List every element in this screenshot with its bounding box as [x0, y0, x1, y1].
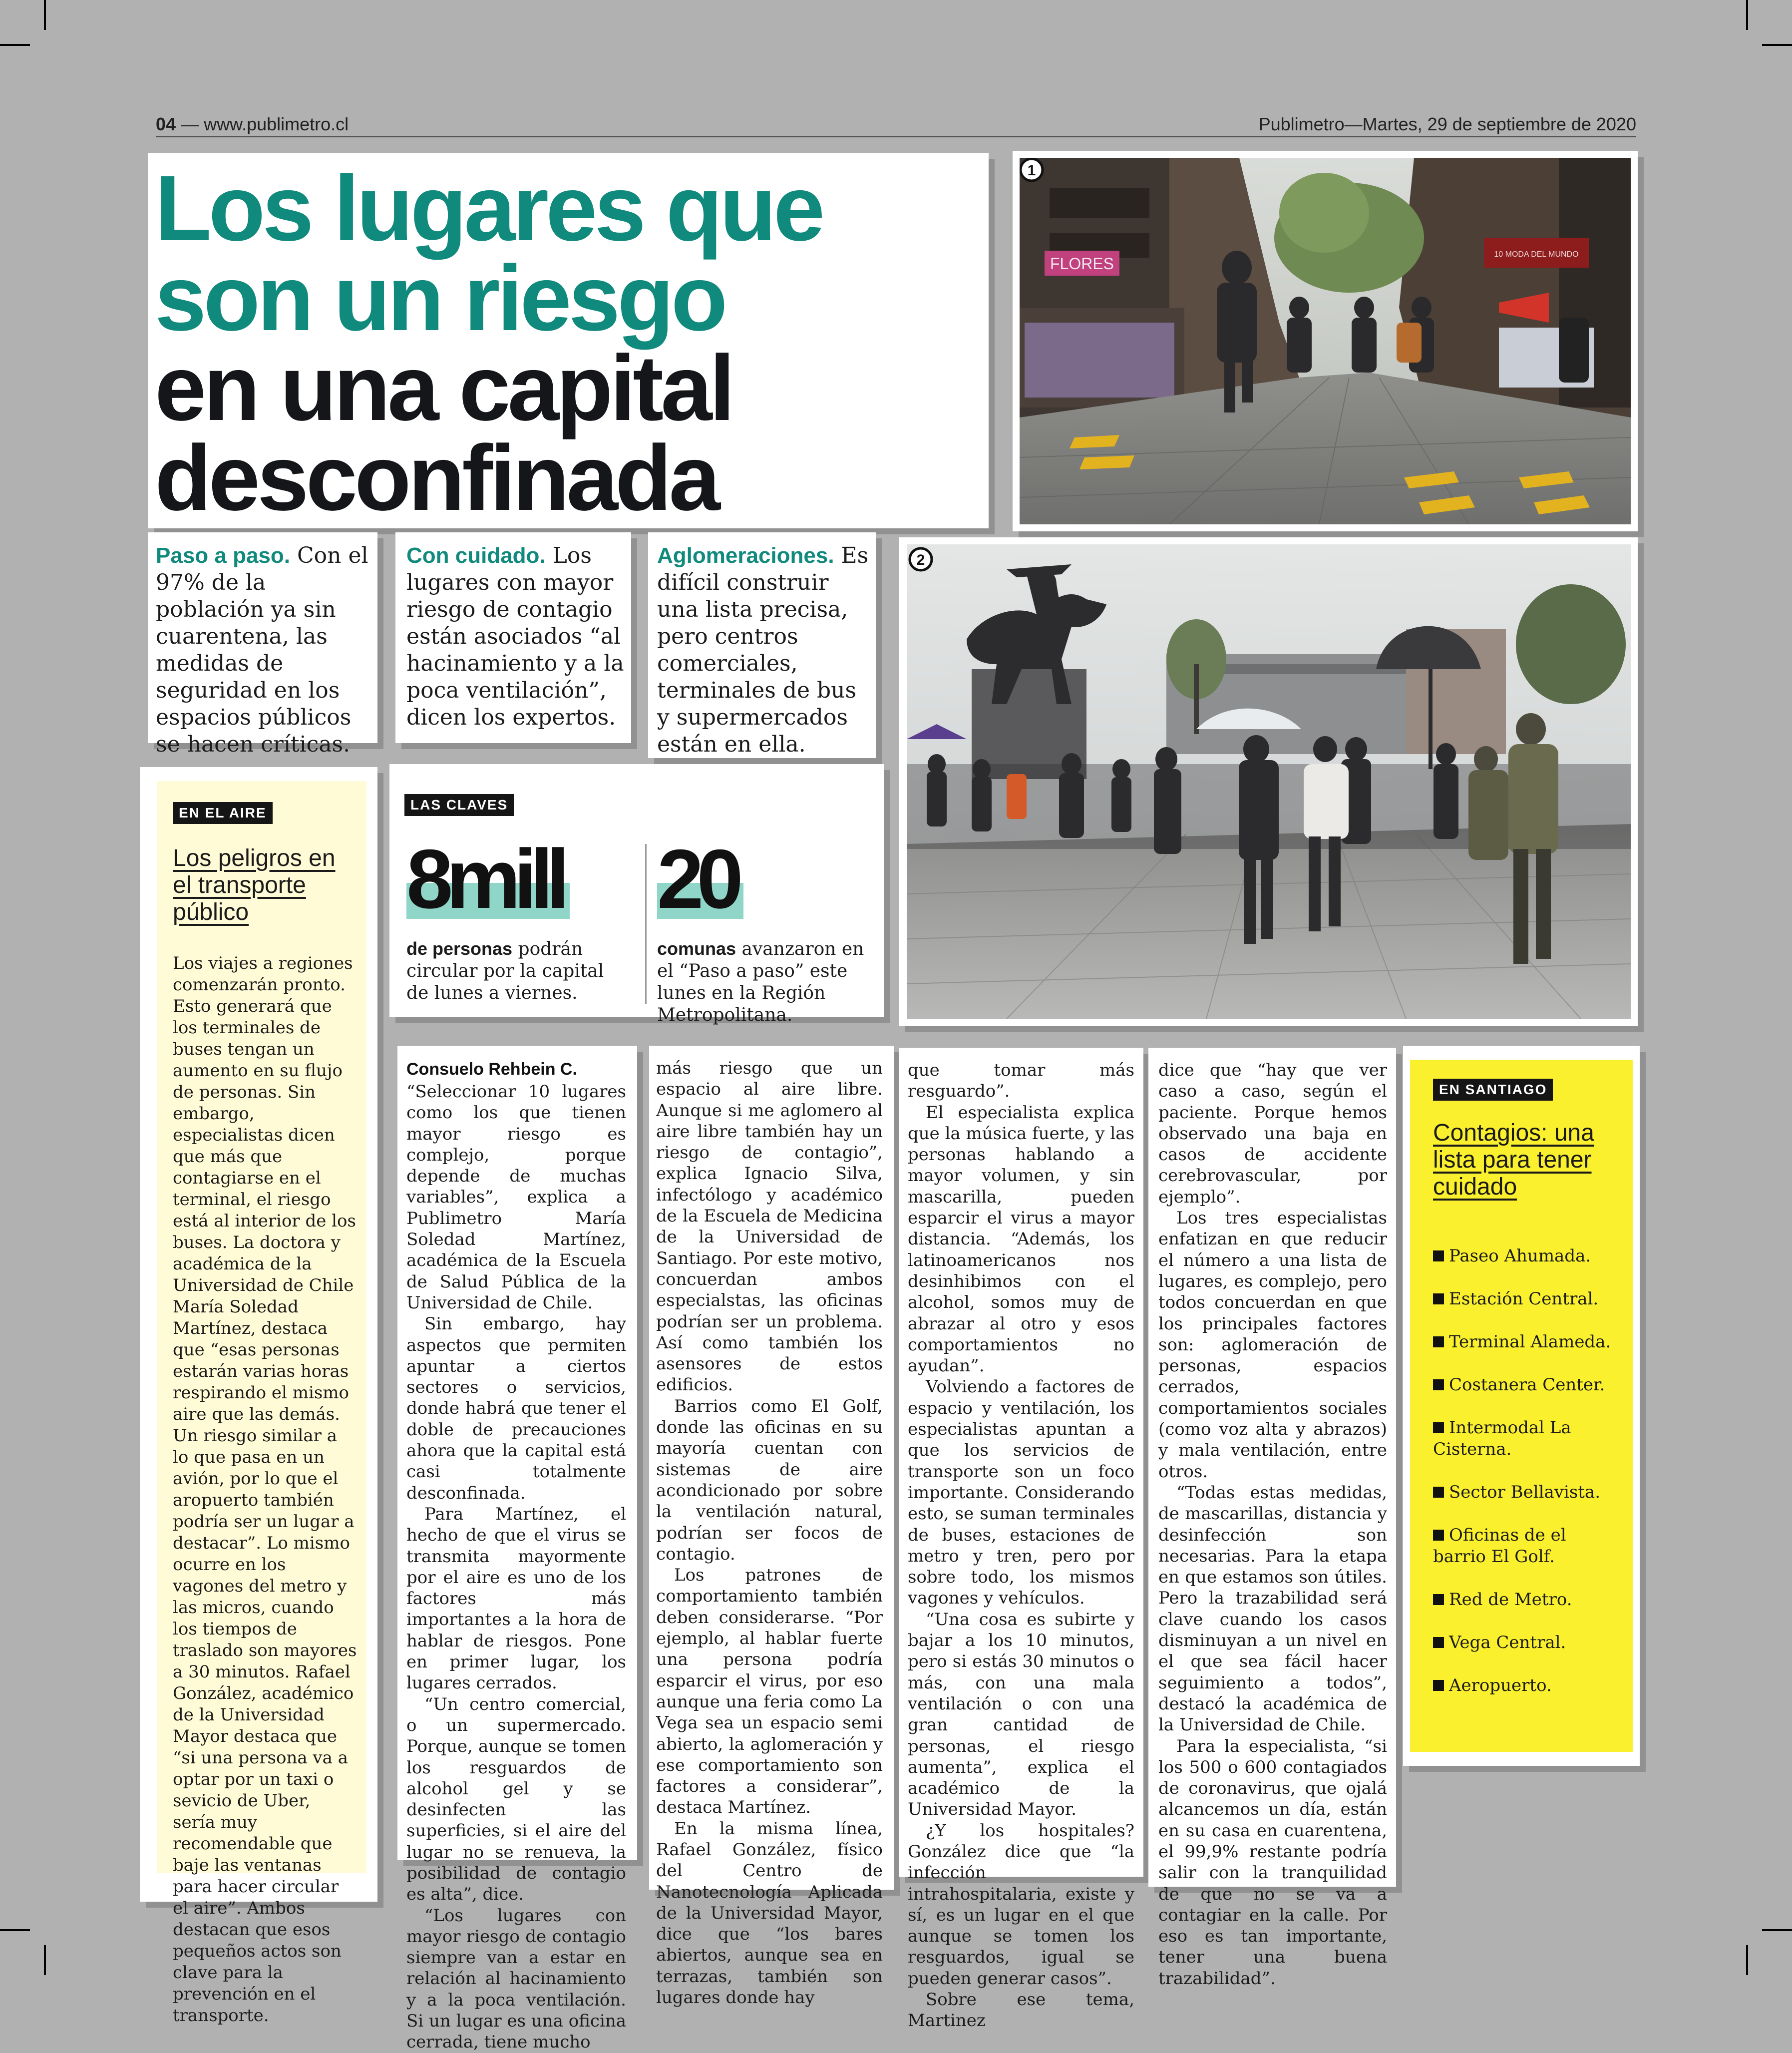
article-col-2: [656, 1058, 883, 2008]
article-col1-p4: “Un centro comercial, o un supermercado. Porque, aunque se tomen los resguardos de alcohol gel y se desinfecten las superficies, si el aire del lugar no se renueva, la posibilidad de contagio es alta”, dice.: [406, 1694, 626, 1905]
article-col2-p4: En la misma línea, Rafael González, físico del Centro de Nanotecnología Aplicada de la Universidad Mayor, dice que “los bares abiertos, aunque sea en terrazas, también son lugares donde hay: [656, 1818, 883, 2008]
article-col2-p1: más riesgo que un espacio al aire libre. Aunque si me aglomero al aire libre también hay un riesgo de contagio”, explica Ignacio Silva, infectólogo y académico de la Escuela de Medicina de la Universidad de Santiago. Por este motivo, concuerdan ambos especialstas, las oficinas podrían ser un problema. Así como también los asensores de estos edificios.: [656, 1058, 883, 1395]
clave-2-number: 20: [657, 839, 743, 919]
headline-box: [148, 153, 989, 528]
sidebar-santiago-content: [1433, 1079, 1618, 1718]
article-col4-p4: Para la especialista, “si los 500 o 600 contagiados de coronavirus, que ojalá alcancemos un día, están en su casa en cuarentena, el 99,9% restante podría salir con la tranquilidad de que no se va a contagiar en la calle. Por eso es tan importante, tener una buena trazabilidad”.: [1158, 1736, 1387, 1989]
sidebar-santiago-title: Contagios: una lista para tener cuidado: [1433, 1120, 1594, 1200]
bullet-square-icon: [1433, 1422, 1444, 1433]
sidebar-air-title: Los peligros en el transporte público: [173, 845, 336, 925]
article-col3-p4: “Una cosa es subirte y bajar a los 10 minutos, pero si estás 30 minutos o más, con una mala ventilación o con una gran cantidad de personas, el riesgo aumenta”, explica el académico de la Universidad Mayor.: [908, 1609, 1134, 1820]
issue-date: —Martes, 29 de septiembre de 2020: [1344, 114, 1636, 134]
article-col-3: [908, 1060, 1134, 2032]
article-col3-p6: Sobre ese tema, Martinez: [908, 1990, 1134, 2031]
santiago-list-item-text: Vega Central.: [1449, 1633, 1566, 1652]
photo-1-street-scene: [1020, 158, 1631, 524]
page-number: 04: [156, 114, 176, 134]
crop-mark: [1762, 1929, 1792, 1931]
santiago-list-item-text: Costanera Center.: [1449, 1375, 1605, 1395]
clave-2-bold: comunas: [657, 938, 736, 959]
clave-1: [406, 832, 626, 1004]
santiago-list-item-text: Aeropuerto.: [1449, 1675, 1552, 1695]
photo-2-frame: [899, 537, 1638, 1026]
santiago-list-item-text: Oficinas de el barrio El Golf.: [1433, 1525, 1566, 1567]
santiago-list-item: [1433, 1288, 1618, 1310]
bullet-square-icon: [1433, 1637, 1444, 1648]
clave-2-rest: avanzaron en el “Paso a paso” este lunes en la Región Metropolitana.: [657, 939, 864, 1025]
article-col4-p3: “Todas estas medidas, de mascarillas, distancia y desinfección son necesarias. Para la etapa en que estamos son útiles. Pero la trazabilidad será clave cuando los casos disminuyan a un nivel en el que sea fácil hacer seguimiento a todos”, destacó la académica de la Universidad de Chile.: [1158, 1482, 1387, 1735]
santiago-list-item: [1433, 1589, 1618, 1611]
sidebar-santiago-box: [1403, 1046, 1640, 1766]
article-col3-p5: ¿Y los hospitales? González dice que “la infección intrahospitalaria, existe y sí, es un lugar en el que aunque se tomen los resguardos, igual se pueden generar casos”.: [908, 1820, 1134, 1989]
article-col-1: [406, 1081, 626, 2053]
article-col1-p3: Para Martínez, el hecho de que el virus se transmita mayormente por el aire es uno de los factores más importantes a la hora de hablar de riesgos. Pone en primer lugar, los lugares cerrados.: [406, 1504, 626, 1693]
deck-1-lead: Paso a paso.: [156, 543, 291, 568]
crop-mark: [44, 0, 46, 30]
clave-1-text: [406, 938, 626, 1004]
deck-2-lead: Con cuidado.: [406, 543, 546, 568]
bullet-square-icon: [1433, 1594, 1444, 1605]
article-col2-p3: Los patrones de comportamiento también deben considerarse. “Por ejemplo, al hablar fuerte una persona podría esparcir el virus, por eso aunque una feria como La Vega sea un espacio semi abierto, la aglomeración y ese comportamiento son factores a considerar”, destaca Martínez.: [656, 1565, 883, 1818]
article-col-4-box: [1148, 1048, 1396, 1989]
santiago-list-item-text: Intermodal La Cisterna.: [1433, 1418, 1571, 1459]
santiago-list-item-text: Red de Metro.: [1449, 1590, 1572, 1610]
crop-mark: [1746, 1945, 1748, 1975]
article-col3-p3: Volviendo a factores de espacio y ventilación, los especialistas apuntan a que los servicios de transporte son un foco importante. Considerando esto, se suman terminales de buses, estaciones de metro y tren, pero por sobre todo, los mismos vagones y vehículos.: [908, 1377, 1134, 1609]
sidebar-air-body: Los viajes a regiones comenzarán pronto. Esto generará que los terminales de buses tengan un aumento en su flujo de personas. Sin embargo, especialistas dicen que más que contagiarse en el terminal, el riesgo está al interior de los buses. La doctora y académica de la Universidad de Chile María Soledad Martínez, destaca que “esas personas estarán varias horas respirando el mismo aire que las demás. Un riesgo similar a lo que pasa en un avión, por lo que el aropuerto también podría ser un lugar a destacar”. Lo mismo ocurre en los vagones del metro y las micros, cuando los tiempos de traslado son mayores a 30 minutos. Rafael González, académico de la Universidad Mayor destaca que “si una persona va a optar por un taxi o sevicio de Uber, sería muy recomendable que baje las ventanas para hacer circular el aire”. Ambos destacan que esos pequeños actos son clave para la prevención en el transporte.: [173, 953, 357, 2026]
santiago-list-item: [1433, 1482, 1618, 1503]
photo-1-badge: 1: [1027, 162, 1036, 179]
article-col-2-box: [649, 1046, 894, 2008]
bullet-square-icon: [1433, 1530, 1444, 1541]
deck-3-box: [648, 532, 876, 758]
santiago-list-item-text: Estación Central.: [1449, 1289, 1599, 1309]
clave-1-rest: podrán circular por la capital de lunes a viernes.: [406, 939, 604, 1003]
bullet-square-icon: [1433, 1379, 1444, 1390]
santiago-list-item: [1433, 1632, 1618, 1653]
deck-3-lead: Aglomeraciones.: [657, 543, 834, 568]
claves-divider: [645, 844, 647, 1004]
crop-mark: [44, 1945, 46, 1975]
photo-2-plaza-scene: [907, 544, 1631, 1019]
claves-tag-wrap: [404, 794, 514, 816]
crop-mark: [1762, 44, 1792, 46]
claves-tag: LAS CLAVES: [404, 794, 514, 816]
santiago-list: [1433, 1245, 1618, 1696]
clave-1-number: 8mill: [406, 839, 570, 919]
sidebar-santiago-tag: EN SANTIAGO: [1433, 1079, 1553, 1101]
bullet-square-icon: [1433, 1293, 1444, 1304]
article-col3-p2: El especialista explica que la música fuerte, y las personas hablando a mayor volumen, y sin mascarilla, pueden esparcir el virus a mayor distancia. “Además, los latinoamericanos nos desinhibimos con el alcohol, somos muy de abrazar al otro y esos comportamientos no ayudan”.: [908, 1102, 1134, 1376]
deck-2-box: [395, 532, 631, 743]
article-col4-p1: dice que “hay que ver caso a caso, según el paciente. Porque hemos observado una baja en casos de accidente cerebrovascular, por ejemplo”.: [1158, 1060, 1387, 1207]
deck-2-text: Los lugares con mayor riesgo de contagio están asociados “al hacinamiento y a la poca ventilación”, dicen los expertos.: [406, 543, 624, 730]
article-col4-p2: Los tres especialistas enfatizan en que reducir el número a una lista de lugares, es complejo, pero todos concuerdan en que los principales factores son: aglomeración de personas, espacios cerrados, comportamientos sociales (como voz alta y abrazos) y mala ventilación, entre otros.: [1158, 1208, 1387, 1482]
santiago-list-item: [1433, 1374, 1618, 1396]
deck-1-box: [148, 532, 377, 757]
deck-3: [657, 542, 872, 758]
headline-line-1: Los lugares que: [155, 157, 822, 260]
store-sign-moda: 10 MODA DEL MUNDO: [1494, 250, 1579, 259]
article-col1-p1: “Seleccionar 10 lugares como los que tienen mayor riesgo es complejo, porque depende de muchas variables”, explica a Publimetro María Soledad Martínez, académica de la Escuela de Salud Pública de la Universidad de Chile.: [406, 1082, 626, 1313]
site-url[interactable]: — www.publimetro.cl: [181, 114, 349, 134]
sidebar-air-tag: EN EL AIRE: [173, 802, 273, 824]
clave-2: [657, 832, 877, 1026]
headline-line-2: son un riesgo: [155, 247, 725, 350]
deck-2: [406, 542, 624, 731]
santiago-list-item: [1433, 1331, 1618, 1353]
bullet-square-icon: [1433, 1487, 1444, 1498]
article-col1-p2: Sin embargo, hay aspectos que permiten apuntar a ciertos sectores o servicios, donde habrá que tener el doble de precauciones ahora que la capital está casi totalmente desconfinada.: [406, 1314, 626, 1503]
photo-1-frame: [1013, 151, 1638, 531]
deck-3-text: Es difícil construir una lista precisa, pero centros comerciales, terminales de bus y supermercados están en ella.: [657, 543, 869, 757]
claves-box: [389, 764, 884, 1025]
deck-1-text: Con el 97% de la población ya sin cuarentena, las medidas de seguridad en los espacios públicos se hacen críticas.: [156, 543, 368, 757]
page-header-left: [156, 114, 349, 135]
santiago-list-item-text: Terminal Alameda.: [1449, 1332, 1611, 1352]
headline-line-3: en una capital: [155, 337, 732, 440]
article-col1-p5: “Los lugares con mayor riesgo de contagio siempre van a estar en relación al hacinamiento y a la poca ventilación. Si un lugar es una oficina cerrada, tiene mucho: [406, 1905, 626, 2053]
santiago-list-item-text: Sector Bellavista.: [1449, 1482, 1601, 1502]
photo-2-badge: 2: [916, 552, 925, 568]
bullet-square-icon: [1433, 1680, 1444, 1691]
deck-1: [156, 542, 370, 758]
article-col3-p1: que tomar más resguardo”.: [908, 1060, 1134, 1102]
santiago-list-item: [1433, 1675, 1618, 1696]
sidebar-air-box: [140, 767, 377, 2026]
publication-name: Publimetro: [1258, 114, 1345, 134]
article-col-1-box: [397, 1046, 637, 2053]
header-rule: [156, 136, 1636, 137]
santiago-list-item: [1433, 1417, 1618, 1460]
headline-line-4: desconfinada: [155, 426, 717, 530]
santiago-list-item: [1433, 1245, 1618, 1267]
clave-1-bold: de personas: [406, 938, 513, 959]
article-col-4: [1158, 1060, 1387, 1989]
crop-mark: [1746, 0, 1748, 30]
bullet-square-icon: [1433, 1250, 1444, 1261]
article-col-3-box: [899, 1048, 1143, 2031]
crop-mark: [0, 44, 30, 46]
bullet-square-icon: [1433, 1336, 1444, 1347]
santiago-list-item-text: Paseo Ahumada.: [1449, 1246, 1591, 1266]
store-sign-flores: FLORES: [1050, 255, 1114, 273]
page-header-right: [1259, 114, 1636, 135]
sidebar-air-content: [173, 802, 358, 2027]
article-col2-p2: Barrios como El Golf, donde las oficinas en su mayoría cuentan con sistemas de aire acondicionado por sobre la ventilación natural, podrían ser focos de contagio.: [656, 1396, 883, 1564]
crop-mark: [0, 1929, 30, 1931]
article-byline: Consuelo Rehbein C.: [406, 1060, 577, 1079]
clave-2-text: [657, 938, 877, 1026]
santiago-list-item: [1433, 1525, 1618, 1568]
